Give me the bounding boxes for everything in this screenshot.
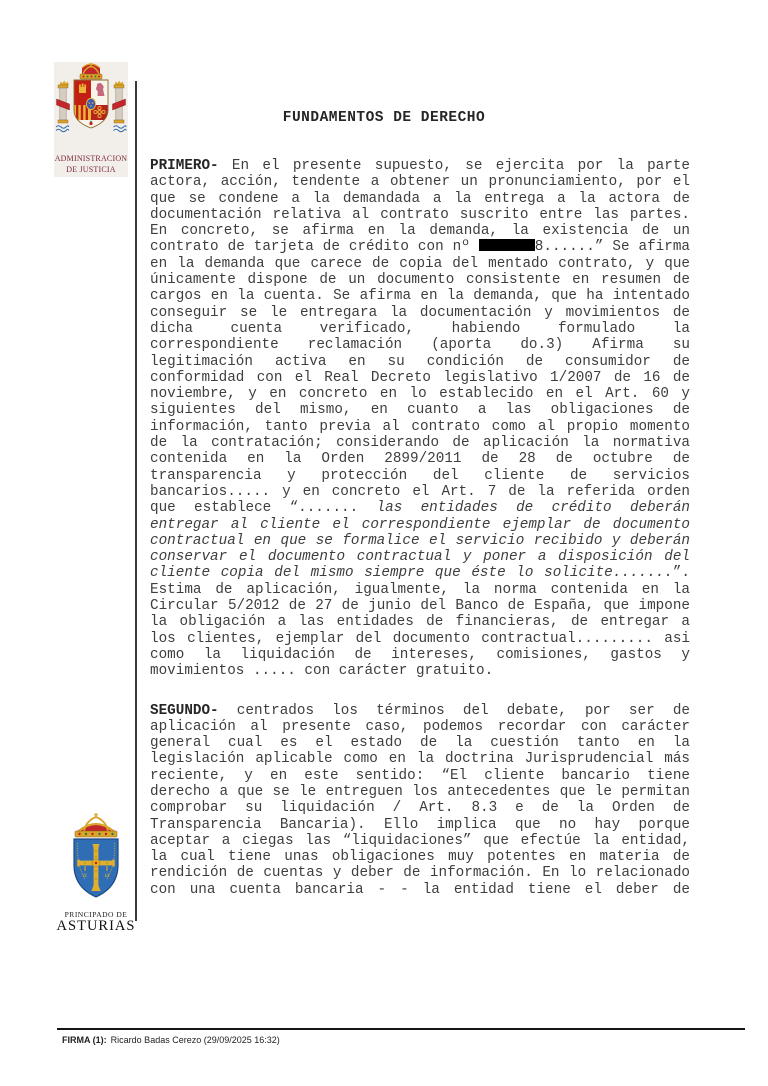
text-segment: únicamente dispone de un documento consistente en resumen de — [150, 272, 690, 289]
text-segment: dicha cuenta verificado, habiendo formulado la — [150, 320, 690, 337]
text-line — [150, 582, 690, 598]
text-segment: Circular 5/2012 de 27 de junio del Banco de España, que impone — [150, 598, 690, 615]
text-segment: con una cuenta bancaria - - la entidad tiene el deber de — [150, 881, 690, 898]
text-segment: de la contratación; considerando de aplicación la normativa — [150, 435, 690, 452]
text-segment: las entidades de crédito deberán — [376, 500, 690, 517]
text-segment: ”. — [672, 565, 690, 582]
text-line — [150, 337, 690, 353]
text-line — [150, 631, 690, 647]
text-segment: Transparencia Bancaria). Ello implica que no hay porque — [150, 816, 690, 833]
text-line — [150, 565, 690, 581]
text-line — [150, 849, 690, 865]
text-segment: SEGUNDO- — [150, 702, 219, 719]
text-segment: como la liquidación de intereses, comisiones, gastos y — [150, 646, 690, 663]
spain-coat-of-arms-icon — [54, 62, 128, 148]
text-line — [150, 191, 690, 207]
text-segment: rendición de cuentas y deber de información. En lo relacionado — [150, 865, 690, 882]
text-line — [150, 256, 690, 272]
text-segment: contenida en la Orden 2899/2011 de 28 de octubre de — [150, 451, 690, 468]
text-line — [150, 598, 690, 614]
asturias-coat-of-arms-icon — [61, 813, 131, 903]
text-line — [150, 817, 690, 833]
paragraph — [150, 703, 690, 899]
text-line — [150, 451, 690, 467]
text-segment: bancarios..... y en concreto el Art. 7 de la referida orden — [150, 483, 690, 500]
text-line — [150, 833, 690, 849]
text-segment: legislación aplicable como en la doctrina Jurisprudencial más — [150, 751, 690, 768]
text-segment: general cual es el estado de la cuestión tanto en la — [150, 735, 690, 752]
text-segment: la cual tiene unas obligaciones muy potentes en materia de — [150, 849, 690, 866]
text-line — [150, 549, 690, 565]
redaction-box — [479, 239, 535, 251]
text-line — [150, 768, 690, 784]
text-segment: centrados los términos del debate, por ser de — [218, 702, 690, 719]
text-line — [150, 239, 690, 255]
text-segment: comprobar su liquidación / Art. 8.3 e de la Orden de — [150, 800, 690, 817]
text-segment: aceptar a ciegas las “liquidaciones” que efectúe la entidad, — [150, 832, 690, 849]
text-line — [150, 402, 690, 418]
text-segment: En concreto, se afirma en la demanda, la existencia de un — [150, 223, 690, 240]
text-segment: movimientos ..... con carácter gratuito. — [150, 663, 494, 680]
text-segment: los clientes, ejemplar del documento contractual......... asi — [150, 630, 690, 647]
text-line — [150, 703, 690, 719]
text-line — [150, 386, 690, 402]
signature-label: FIRMA (1): — [62, 1035, 107, 1045]
footer-divider-line — [57, 1028, 745, 1030]
text-line — [150, 719, 690, 735]
document-body — [150, 158, 690, 898]
text-segment: legitimación activa en su condición de consumidor de — [150, 353, 690, 370]
text-segment: noviembre, y en concreto en lo establecido en el Art. 60 y — [150, 386, 690, 403]
margin-divider-line — [135, 81, 137, 921]
signature-line — [62, 1035, 280, 1045]
text-line — [150, 517, 690, 533]
paragraph — [150, 158, 690, 680]
text-line — [150, 321, 690, 337]
text-line — [150, 354, 690, 370]
text-line — [150, 882, 690, 898]
text-line — [150, 158, 690, 174]
text-segment: Estima de aplicación, igualmente, la norma contenida en la — [150, 581, 690, 598]
text-segment: que se condene a la demandada a la entrega a la actora de — [150, 190, 690, 207]
text-line — [150, 207, 690, 223]
text-line — [150, 865, 690, 881]
text-line — [150, 751, 690, 767]
text-segment: contrato de tarjeta de crédito con nº — [150, 239, 479, 256]
text-segment: cliente copia del mismo siempre que éste lo solicite....... — [150, 565, 673, 582]
text-segment: que establece “....... — [150, 500, 377, 517]
text-segment: documentación relativa al contrato suscrito entre las partes. — [150, 206, 690, 223]
justice-emblem-caption-line1: ADMINISTRACION — [54, 154, 128, 163]
text-line — [150, 500, 690, 516]
text-segment: derecho a que se le entreguen los antecedentes que le permitan — [150, 783, 690, 800]
text-segment: 8......” Se afirma — [534, 239, 690, 256]
text-line — [150, 614, 690, 630]
text-segment: transparencia y protección del cliente de servicios — [150, 467, 690, 484]
text-line — [150, 370, 690, 386]
text-line — [150, 223, 690, 239]
text-segment: conseguir se le entregara la documentación y movimientos de — [150, 304, 690, 321]
text-line — [150, 174, 690, 190]
svg-text:α: α — [83, 871, 87, 879]
text-segment: cargos en la cuenta. Se afirma en la demanda, que ha intentado — [150, 288, 690, 305]
text-segment: reciente, y en este sentido: “El cliente bancario tiene — [150, 767, 690, 784]
page-title: FUNDAMENTOS DE DERECHO — [282, 110, 486, 126]
asturias-caption-large: ASTURIAS — [56, 918, 136, 934]
text-segment: correspondiente reclamación (aporta do.3) Afirma su — [150, 337, 690, 354]
text-line — [150, 533, 690, 549]
text-segment: aplicación al presente caso, podemos recordar con carácter — [150, 718, 690, 735]
text-line — [150, 419, 690, 435]
text-line — [150, 288, 690, 304]
text-segment: información, tanto previa al contrato como al propio momento — [150, 418, 690, 435]
text-segment: PRIMERO- — [150, 158, 219, 174]
text-segment: la obligación a las entidades de financieras, de entregar a — [150, 614, 690, 631]
text-line — [150, 647, 690, 663]
signature-value: Ricardo Badas Cerezo (29/09/2025 16:32) — [110, 1035, 280, 1045]
text-segment: en la demanda que carece de copia del mentado contrato, y que — [150, 255, 690, 272]
text-line — [150, 272, 690, 288]
text-line — [150, 735, 690, 751]
text-segment: actora, acción, tendente a obtener un pronunciamiento, por el — [150, 174, 690, 191]
text-segment: conformidad con el Real Decreto legislativo 1/2007 de 16 de — [150, 369, 690, 386]
text-line — [150, 663, 690, 679]
text-segment: contractual en que se formalice el servicio recibido y deberán — [150, 532, 690, 549]
text-segment: siguientes del mismo, en cuanto a las obligaciones de — [150, 402, 690, 419]
justice-emblem-caption-line2: DE JUSTICIA — [66, 164, 116, 174]
text-line — [150, 484, 690, 500]
asturias-caption-small: PRINCIPADO DE — [64, 910, 128, 919]
text-line — [150, 800, 690, 816]
text-line — [150, 784, 690, 800]
text-line — [150, 305, 690, 321]
text-line — [150, 435, 690, 451]
asturias-emblem-block — [54, 813, 138, 935]
text-segment: conservar el documento contractual y poner a disposición del — [150, 549, 690, 566]
text-line — [150, 468, 690, 484]
text-segment: entregar al cliente el correspondiente ejemplar de documento — [150, 516, 690, 533]
text-segment: En el presente supuesto, se ejercita por la parte — [218, 158, 690, 174]
svg-text:ω: ω — [104, 871, 110, 879]
